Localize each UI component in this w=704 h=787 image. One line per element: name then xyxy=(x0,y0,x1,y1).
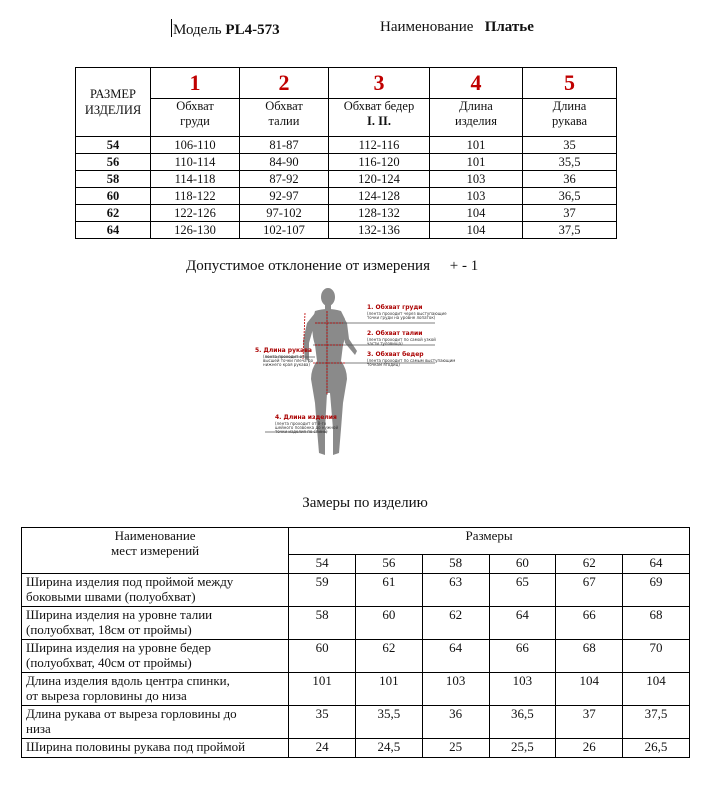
measurement-value: 25,5 xyxy=(489,739,556,758)
size-table-cell: 112-116 xyxy=(329,137,430,154)
size-table-cell: 114-118 xyxy=(151,171,240,188)
measurement-value: 60 xyxy=(289,640,356,673)
column-number-4: 4 xyxy=(430,68,523,99)
garment-header-name xyxy=(22,528,289,574)
garment-table-title: Замеры по изделию xyxy=(302,495,428,511)
column-number-2: 2 xyxy=(240,68,329,99)
figure-note-length-1: (лента проходит от 8-го xyxy=(275,421,327,426)
size-table-cell: 84-90 xyxy=(240,154,329,171)
column-label-3-line1: Обхват бедер xyxy=(343,99,415,113)
model-line xyxy=(171,19,280,39)
size-table-cell: 103 xyxy=(430,188,523,205)
measurement-value: 104 xyxy=(556,673,623,706)
size-table-cell: 126-130 xyxy=(151,222,240,239)
model-value: PL4-573 xyxy=(225,22,280,38)
product-name-line xyxy=(380,19,534,36)
garment-table-row xyxy=(22,640,690,673)
column-label-5-line2: рукава xyxy=(551,114,588,128)
model-label: Модель xyxy=(173,22,222,38)
measurement-value: 69 xyxy=(623,574,690,607)
size-table-row xyxy=(76,137,617,154)
garment-header-name-line2: мест измерений xyxy=(111,543,200,558)
size-table-row xyxy=(76,171,617,188)
figure-note-waist-1: (лента проходит по самой узкой xyxy=(367,337,436,342)
size-table-cell: 35 xyxy=(523,137,617,154)
measurement-name-line2: от выреза горловины до низа xyxy=(26,688,187,703)
measurement-name xyxy=(22,574,289,607)
size-table-cell: 118-122 xyxy=(151,188,240,205)
size-table-cell: 92-97 xyxy=(240,188,329,205)
size-table-row xyxy=(76,205,617,222)
size-table-cell: 104 xyxy=(430,205,523,222)
figure-note-length-3: точки изделия по спине) xyxy=(275,429,328,434)
figure-label-hips: 3. Обхват бедер xyxy=(367,351,424,358)
product-name-label: Наименование xyxy=(380,19,474,35)
size-table-cell: 106-110 xyxy=(151,137,240,154)
corner-label-line1: РАЗМЕР xyxy=(89,87,137,101)
figure-note-sleeve-2: высшей точки плеча до xyxy=(263,358,314,363)
document-header xyxy=(0,17,704,41)
measurement-name-line1: Длина изделия вдоль центра спинки, xyxy=(26,673,230,688)
measurement-name-line2: низа xyxy=(26,721,51,736)
column-number-1: 1 xyxy=(151,68,240,99)
measurement-name xyxy=(22,706,289,739)
measurement-name xyxy=(22,640,289,673)
column-label-2 xyxy=(240,99,329,137)
garment-table-title-wrap xyxy=(0,495,704,512)
measurement-value: 60 xyxy=(355,607,422,640)
measurement-value: 68 xyxy=(556,640,623,673)
measurement-value: 26 xyxy=(556,739,623,758)
size-table-cell: 36 xyxy=(523,171,617,188)
garment-table-row xyxy=(22,574,690,607)
size-value: 64 xyxy=(76,222,151,239)
measurement-name-line2: боковыми швами (полуобхват) xyxy=(26,589,196,604)
measurement-value: 101 xyxy=(355,673,422,706)
measurement-name-line2: (полуобхват, 18см от проймы) xyxy=(26,622,192,637)
measurement-value: 36,5 xyxy=(489,706,556,739)
measurement-value: 70 xyxy=(623,640,690,673)
measurement-value: 65 xyxy=(489,574,556,607)
measurement-value: 25 xyxy=(422,739,489,758)
size-value: 54 xyxy=(76,137,151,154)
measurement-value: 24 xyxy=(289,739,356,758)
measurement-value: 101 xyxy=(289,673,356,706)
garment-header-sizes: Размеры xyxy=(289,528,690,555)
garment-table-row xyxy=(22,706,690,739)
size-value: 60 xyxy=(76,188,151,205)
size-table-row xyxy=(76,154,617,171)
figure-note-chest-2: точки груди на уровне лопаток) xyxy=(367,315,436,320)
measurement-name-line1: Ширина половины рукава под проймой xyxy=(26,739,246,754)
size-table-cell: 132-136 xyxy=(329,222,430,239)
size-table-cell: 124-128 xyxy=(329,188,430,205)
measurement-figure xyxy=(255,283,456,463)
size-table-cell: 97-102 xyxy=(240,205,329,222)
deviation-note xyxy=(186,258,478,275)
measurement-value: 64 xyxy=(422,640,489,673)
deviation-text: Допустимое отклонение от измерения xyxy=(186,258,430,274)
size-table-cell: 122-126 xyxy=(151,205,240,222)
figure-label-waist: 2. Обхват талии xyxy=(367,330,423,337)
garment-size-header: 62 xyxy=(556,555,623,574)
measurement-value: 64 xyxy=(489,607,556,640)
garment-size-header: 60 xyxy=(489,555,556,574)
figure-note-length-2: шейного позвонка до нужной xyxy=(275,425,339,430)
figure-note-sleeve-3: нижнего края рукава) xyxy=(263,362,310,367)
measurement-name xyxy=(22,739,289,758)
text-cursor xyxy=(171,19,172,37)
figure-label-sleeve: 5. Длина рукава xyxy=(255,347,312,354)
column-label-3-line2: I. II. xyxy=(367,114,391,128)
size-table-header-row xyxy=(76,68,617,99)
column-label-3 xyxy=(329,99,430,137)
measurement-name xyxy=(22,607,289,640)
size-table-corner xyxy=(76,68,151,137)
measurement-value: 66 xyxy=(489,640,556,673)
garment-table-row xyxy=(22,673,690,706)
figure-label-length: 4. Длина изделия xyxy=(275,414,337,421)
measurement-value: 26,5 xyxy=(623,739,690,758)
column-label-2-line2: талии xyxy=(268,114,300,128)
column-label-5 xyxy=(523,99,617,137)
column-label-1-line2: груди xyxy=(180,114,210,128)
figure-note-sleeve-1: (лента проходит от xyxy=(263,354,305,359)
measurement-name-line1: Ширина изделия под проймой между xyxy=(26,574,234,589)
measurement-value: 66 xyxy=(556,607,623,640)
size-table-cell: 37 xyxy=(523,205,617,222)
garment-table-body xyxy=(22,574,690,758)
garment-size-header: 54 xyxy=(289,555,356,574)
size-table-cell: 128-132 xyxy=(329,205,430,222)
size-value: 58 xyxy=(76,171,151,188)
garment-table-row xyxy=(22,739,690,758)
column-number-3: 3 xyxy=(329,68,430,99)
garment-size-header: 64 xyxy=(623,555,690,574)
size-table-cell: 110-114 xyxy=(151,154,240,171)
garment-size-header: 56 xyxy=(355,555,422,574)
corner-label-line2: ИЗДЕЛИЯ xyxy=(84,103,142,117)
size-table-cell: 103 xyxy=(430,171,523,188)
size-table-cell: 102-107 xyxy=(240,222,329,239)
size-table-cell: 104 xyxy=(430,222,523,239)
size-table-cell: 120-124 xyxy=(329,171,430,188)
size-table-cell: 37,5 xyxy=(523,222,617,239)
size-table-body xyxy=(76,137,617,239)
measurement-value: 61 xyxy=(355,574,422,607)
measurement-value: 35,5 xyxy=(355,706,422,739)
body-size-table xyxy=(75,67,617,239)
size-table-cell: 101 xyxy=(430,154,523,171)
measurement-value: 37,5 xyxy=(623,706,690,739)
measurement-value: 103 xyxy=(422,673,489,706)
column-label-1 xyxy=(151,99,240,137)
garment-header-row xyxy=(22,528,690,555)
column-label-5-line1: Длина xyxy=(552,99,587,113)
size-table-cell: 101 xyxy=(430,137,523,154)
measurement-name-line2: (полуобхват, 40см от проймы) xyxy=(26,655,192,670)
deviation-value: + - 1 xyxy=(449,258,479,274)
size-table-row xyxy=(76,188,617,205)
column-label-1-line1: Обхват xyxy=(176,99,214,113)
size-table-cell: 87-92 xyxy=(240,171,329,188)
product-name-value: Платье xyxy=(484,19,534,35)
figure-label-chest: 1. Обхват груди xyxy=(367,304,423,311)
column-label-4 xyxy=(430,99,523,137)
measurement-value: 36 xyxy=(422,706,489,739)
measurement-value: 37 xyxy=(556,706,623,739)
garment-size-header: 58 xyxy=(422,555,489,574)
figure-note-hips-1: (лента проходит по самым выступающим xyxy=(367,358,456,363)
measurement-value: 103 xyxy=(489,673,556,706)
measurement-value: 68 xyxy=(623,607,690,640)
figure-note-chest-1: (лента проходит через выступающие xyxy=(367,311,447,316)
measurement-value: 62 xyxy=(355,640,422,673)
measurement-name-line1: Ширина изделия на уровне талии xyxy=(26,607,213,622)
size-table-label-row xyxy=(76,99,617,137)
size-table-cell: 116-120 xyxy=(329,154,430,171)
size-table-cell: 35,5 xyxy=(523,154,617,171)
column-label-4-line1: Длина xyxy=(459,99,493,113)
size-table-cell: 36,5 xyxy=(523,188,617,205)
figure-note-waist-2: части туловища) xyxy=(367,341,403,346)
measurement-value: 63 xyxy=(422,574,489,607)
measurement-name-line1: Длина рукава от выреза горловины до xyxy=(26,706,237,721)
garment-measurements-table xyxy=(21,527,690,758)
size-value: 56 xyxy=(76,154,151,171)
measurement-name xyxy=(22,673,289,706)
measurement-value: 58 xyxy=(289,607,356,640)
measurement-value: 104 xyxy=(623,673,690,706)
measurement-value: 67 xyxy=(556,574,623,607)
garment-table-row xyxy=(22,607,690,640)
size-table-cell: 81-87 xyxy=(240,137,329,154)
column-label-2-line1: Обхват xyxy=(265,99,303,113)
measurement-value: 62 xyxy=(422,607,489,640)
garment-header-name-line1: Наименование xyxy=(114,528,196,543)
column-label-4-line2: изделия xyxy=(455,114,497,128)
size-value: 62 xyxy=(76,205,151,222)
size-table-row xyxy=(76,222,617,239)
column-number-5: 5 xyxy=(523,68,617,99)
figure-note-hips-2: точкам ягодиц) xyxy=(367,362,400,367)
measurement-value: 35 xyxy=(289,706,356,739)
measurement-value: 59 xyxy=(289,574,356,607)
measurement-name-line1: Ширина изделия на уровне бедер xyxy=(26,640,211,655)
measurement-value: 24,5 xyxy=(355,739,422,758)
